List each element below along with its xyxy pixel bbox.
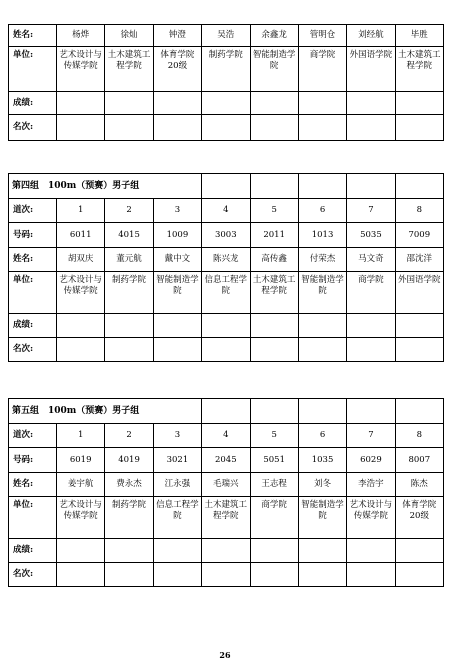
bib-number: 5051: [250, 448, 298, 473]
rank-cell: [153, 563, 201, 587]
group-title: 第五组 100m（预赛）男子组: [9, 399, 202, 424]
bib-number: 4015: [105, 223, 153, 248]
lane-row: [9, 199, 444, 223]
group-title: 第四组 100m（预赛）男子组: [9, 174, 202, 199]
page-number: 26: [219, 650, 231, 660]
rank-cell: [105, 115, 153, 141]
lane-number: 8: [395, 424, 443, 448]
rank-cell: [298, 563, 346, 587]
number-row: [9, 223, 444, 248]
score-cell: [298, 92, 346, 115]
row-label-rank: 名次:: [9, 338, 57, 362]
athlete-name: 高传鑫: [250, 248, 298, 272]
row-label-unit: 单位:: [9, 497, 57, 539]
lane-number: 7: [347, 199, 395, 223]
athlete-unit: 体育学院20级: [153, 47, 201, 92]
athlete-unit: 商学院: [298, 47, 346, 92]
athlete-name: 董元航: [105, 248, 153, 272]
score-cell: [57, 92, 105, 115]
bib-number: 5035: [347, 223, 395, 248]
score-cell: [105, 539, 153, 563]
score-row: [9, 92, 444, 115]
score-cell: [347, 539, 395, 563]
blank-cell: [250, 174, 298, 199]
bib-number: 8007: [395, 448, 443, 473]
athlete-unit: 智能制造学院: [298, 497, 346, 539]
score-cell: [105, 314, 153, 338]
athlete-unit: 商学院: [250, 497, 298, 539]
row-label-name: 姓名:: [9, 473, 57, 497]
athlete-name: 管明仓: [298, 25, 346, 47]
score-row: [9, 539, 444, 563]
rank-cell: [395, 338, 443, 362]
rank-cell: [202, 563, 250, 587]
lane-number: 3: [153, 199, 201, 223]
lane-number: 6: [298, 424, 346, 448]
bib-number: 1013: [298, 223, 346, 248]
athlete-unit: 智能制造学院: [298, 272, 346, 314]
athlete-unit: 艺术设计与传媒学院: [57, 272, 105, 314]
athlete-unit: 土木建筑工程学院: [250, 272, 298, 314]
row-label-rank: 名次:: [9, 115, 57, 141]
score-cell: [105, 92, 153, 115]
athlete-name: 毕胜: [395, 25, 443, 47]
blank-cell: [395, 174, 443, 199]
athlete-unit: 制药学院: [105, 272, 153, 314]
athlete-unit: 土木建筑工程学院: [395, 47, 443, 92]
score-cell: [347, 314, 395, 338]
rank-row: [9, 563, 444, 587]
row-label-name: 姓名:: [9, 25, 57, 47]
name-row: [9, 473, 444, 497]
row-label-lane: 道次:: [9, 424, 57, 448]
lane-number: 5: [250, 424, 298, 448]
score-cell: [298, 314, 346, 338]
lane-number: 2: [105, 199, 153, 223]
athlete-name: 王志程: [250, 473, 298, 497]
athlete-name: 刘经航: [347, 25, 395, 47]
athlete-unit: 艺术设计与传媒学院: [57, 47, 105, 92]
bib-number: 1009: [153, 223, 201, 248]
row-label-lane: 道次:: [9, 199, 57, 223]
rank-cell: [250, 338, 298, 362]
rank-cell: [57, 338, 105, 362]
score-cell: [347, 92, 395, 115]
row-label-number: 号码:: [9, 448, 57, 473]
athlete-unit: 艺术设计与传媒学院: [57, 497, 105, 539]
lane-number: 2: [105, 424, 153, 448]
bib-number: 7009: [395, 223, 443, 248]
lane-number: 8: [395, 199, 443, 223]
athlete-unit: 智能制造学院: [153, 272, 201, 314]
score-cell: [57, 539, 105, 563]
unit-row: [9, 47, 444, 92]
lane-number: 1: [57, 199, 105, 223]
score-cell: [153, 92, 201, 115]
score-cell: [202, 314, 250, 338]
number-row: [9, 448, 444, 473]
score-cell: [395, 539, 443, 563]
bib-number: 6029: [347, 448, 395, 473]
lane-number: 6: [298, 199, 346, 223]
rank-cell: [202, 338, 250, 362]
athlete-unit: 信息工程学院: [153, 497, 201, 539]
rank-cell: [57, 563, 105, 587]
bib-number: 3003: [202, 223, 250, 248]
rank-cell: [105, 338, 153, 362]
athlete-name: 吴浩: [202, 25, 250, 47]
row-label-name: 姓名:: [9, 248, 57, 272]
blank-cell: [250, 399, 298, 424]
row-label-unit: 单位:: [9, 272, 57, 314]
rank-cell: [202, 115, 250, 141]
lane-number: 5: [250, 199, 298, 223]
bib-number: 3021: [153, 448, 201, 473]
heat-table-group5: [8, 398, 444, 587]
athlete-name: 胡双庆: [57, 248, 105, 272]
athlete-name: 陈杰: [395, 473, 443, 497]
athlete-unit: 商学院: [347, 272, 395, 314]
athlete-name: 江永强: [153, 473, 201, 497]
athlete-unit: 制药学院: [202, 47, 250, 92]
rank-cell: [57, 115, 105, 141]
rank-cell: [395, 563, 443, 587]
score-cell: [298, 539, 346, 563]
athlete-name: 戴中文: [153, 248, 201, 272]
athlete-name: 付荣杰: [298, 248, 346, 272]
athlete-unit: 土木建筑工程学院: [202, 497, 250, 539]
bib-number: 2045: [202, 448, 250, 473]
score-cell: [153, 539, 201, 563]
athlete-name: 费永杰: [105, 473, 153, 497]
athlete-name: 刘冬: [298, 473, 346, 497]
athlete-name: 马文奇: [347, 248, 395, 272]
score-cell: [395, 92, 443, 115]
athlete-name: 徐灿: [105, 25, 153, 47]
lane-number: 4: [202, 199, 250, 223]
score-cell: [250, 539, 298, 563]
unit-row: [9, 272, 444, 314]
score-cell: [153, 314, 201, 338]
bib-number: 4019: [105, 448, 153, 473]
athlete-name: 余鑫龙: [250, 25, 298, 47]
row-label-score: 成绩:: [9, 314, 57, 338]
blank-cell: [298, 399, 346, 424]
group-title-row: [9, 399, 444, 424]
blank-cell: [202, 174, 250, 199]
bib-number: 2011: [250, 223, 298, 248]
lane-row: [9, 424, 444, 448]
blank-cell: [347, 174, 395, 199]
athlete-name: 邵沈洋: [395, 248, 443, 272]
athlete-name: 杨烨: [57, 25, 105, 47]
rank-cell: [298, 115, 346, 141]
rank-cell: [395, 115, 443, 141]
rank-cell: [250, 115, 298, 141]
athlete-unit: 外国语学院: [395, 272, 443, 314]
name-row: [9, 25, 444, 47]
athlete-unit: 艺术设计与传媒学院: [347, 497, 395, 539]
score-cell: [57, 314, 105, 338]
score-cell: [202, 539, 250, 563]
rank-cell: [250, 563, 298, 587]
rank-cell: [347, 563, 395, 587]
bib-number: 1035: [298, 448, 346, 473]
rank-row: [9, 115, 444, 141]
athlete-unit: 信息工程学院: [202, 272, 250, 314]
rank-cell: [347, 115, 395, 141]
score-cell: [395, 314, 443, 338]
lane-number: 4: [202, 424, 250, 448]
lane-number: 1: [57, 424, 105, 448]
athlete-name: 陈兴龙: [202, 248, 250, 272]
lane-number: 7: [347, 424, 395, 448]
score-cell: [202, 92, 250, 115]
rank-cell: [105, 563, 153, 587]
row-label-number: 号码:: [9, 223, 57, 248]
rank-row: [9, 338, 444, 362]
bib-number: 6011: [57, 223, 105, 248]
rank-cell: [298, 338, 346, 362]
name-row: [9, 248, 444, 272]
heat-table-top: [8, 24, 444, 141]
rank-cell: [153, 115, 201, 141]
score-cell: [250, 314, 298, 338]
rank-cell: [347, 338, 395, 362]
bib-number: 6019: [57, 448, 105, 473]
heat-table-group4: [8, 173, 444, 362]
athlete-name: 姜宇航: [57, 473, 105, 497]
row-label-rank: 名次:: [9, 563, 57, 587]
athlete-unit: 智能制造学院: [250, 47, 298, 92]
blank-cell: [347, 399, 395, 424]
rank-cell: [153, 338, 201, 362]
row-label-unit: 单位:: [9, 47, 57, 92]
row-label-score: 成绩:: [9, 92, 57, 115]
athlete-unit: 土木建筑工程学院: [105, 47, 153, 92]
row-label-score: 成绩:: [9, 539, 57, 563]
blank-cell: [395, 399, 443, 424]
blank-cell: [202, 399, 250, 424]
score-cell: [250, 92, 298, 115]
athlete-name: 李浩宇: [347, 473, 395, 497]
athlete-unit: 外国语学院: [347, 47, 395, 92]
score-row: [9, 314, 444, 338]
lane-number: 3: [153, 424, 201, 448]
group-title-row: [9, 174, 444, 199]
athlete-name: 钟澄: [153, 25, 201, 47]
unit-row: [9, 497, 444, 539]
athlete-unit: 体育学院20级: [395, 497, 443, 539]
blank-cell: [298, 174, 346, 199]
athlete-name: 毛瑞兴: [202, 473, 250, 497]
athlete-unit: 制药学院: [105, 497, 153, 539]
